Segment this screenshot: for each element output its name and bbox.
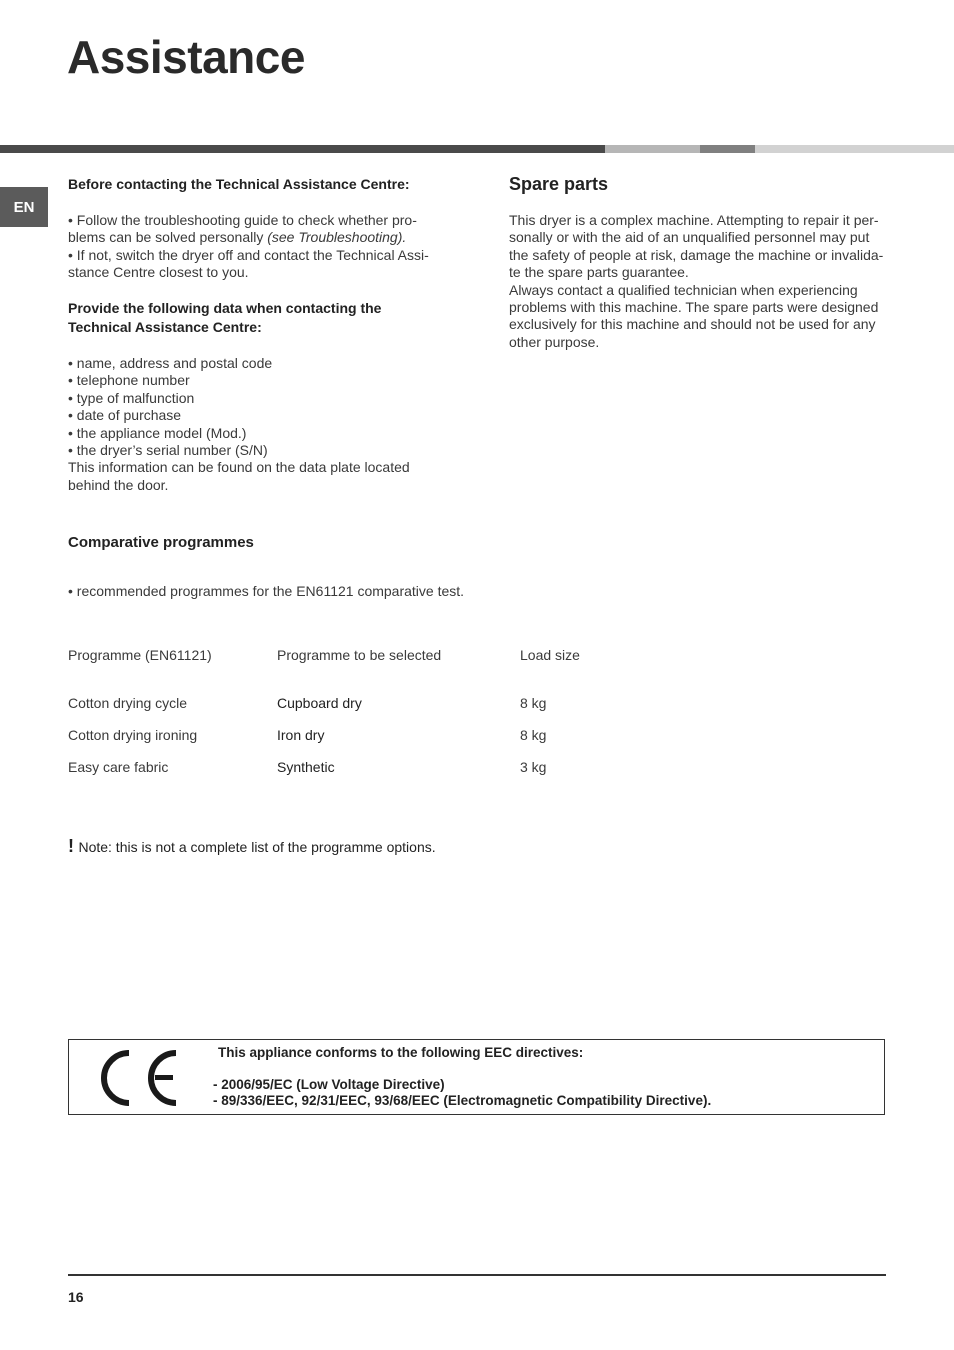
ce-directive-1: - 2006/95/EC (Low Voltage Directive)	[213, 1077, 445, 1092]
comparative-bullet: • recommended programmes for the EN61121 comparative test.	[68, 583, 465, 599]
page-number: 16	[68, 1289, 84, 1305]
spare-line: This dryer is a complex machine. Attempting to repair it per-	[509, 212, 879, 228]
provide-heading-line-2: Technical Assistance Centre:	[68, 319, 262, 335]
list-item: • type of malfunction	[68, 389, 195, 406]
before-contacting-heading: Before contacting the Technical Assistance Centre:	[68, 176, 410, 192]
list-item: • the dryer’s serial number (S/N)	[68, 442, 268, 459]
ce-compliance-box	[68, 1039, 885, 1115]
footer-divider	[68, 1274, 886, 1276]
warning-icon: !	[68, 836, 74, 856]
table-header-load: Load size	[520, 647, 580, 663]
comparative-heading: Comparative programmes	[68, 534, 254, 551]
table-cell-programme: Cotton drying ironing	[68, 727, 198, 743]
ce-directive-2: - 89/336/EEC, 92/31/EEC, 93/68/EEC (Electromagnetic Compatibility Directive).	[213, 1093, 712, 1108]
list-item: • date of purchase	[68, 407, 182, 424]
before-line-1: • Follow the troubleshooting guide to check whether pro-	[68, 212, 417, 228]
ce-heading: This appliance conforms to the following EEC directives:	[218, 1045, 584, 1060]
provide-data-heading	[68, 299, 448, 337]
language-tab: EN	[0, 187, 48, 227]
spare-line: Always contact a qualified technician when experiencing	[509, 281, 858, 298]
before-contacting-text	[68, 212, 448, 282]
see-troubleshooting-ref: (see Troubleshooting).	[267, 229, 407, 246]
ce-directives	[213, 1077, 711, 1109]
provide-footer-line-1: This information can be found on the data plate located	[68, 459, 410, 476]
spare-line: other purpose.	[509, 333, 600, 350]
programme-note	[68, 836, 436, 857]
header-bar-light	[605, 145, 700, 153]
list-item: • name, address and postal code	[68, 355, 273, 371]
spare-parts-text	[509, 212, 889, 351]
list-item: • telephone number	[68, 372, 190, 389]
before-line-2	[68, 229, 448, 246]
spare-line: problems with this machine. The spare parts were designed	[509, 299, 879, 316]
table-header-programme: Programme (EN61121)	[68, 647, 212, 663]
header-bar-mid	[700, 145, 755, 153]
table-cell-programme: Easy care fabric	[68, 759, 169, 775]
before-line-2-text: blems can be solved personally	[68, 229, 268, 246]
header-bar-dark	[0, 145, 605, 153]
table-header-selected: Programme to be selected	[277, 647, 442, 663]
before-line-4: stance Centre closest to you.	[68, 264, 249, 281]
spare-parts-heading: Spare parts	[509, 174, 609, 194]
ce-logo-text	[69, 1040, 70, 1041]
provide-data-list	[68, 355, 448, 494]
table-cell-load: 3 kg	[520, 759, 547, 775]
table-cell-load: 8 kg	[520, 727, 547, 743]
table-cell-selected: Iron dry	[277, 727, 325, 743]
table-cell-selected: Synthetic	[277, 759, 335, 775]
header-bar-pale	[755, 145, 954, 153]
spare-line: the safety of people at risk, damage the machine or invalida-	[509, 246, 884, 263]
provide-heading-line-1: Provide the following data when contacting the	[68, 300, 382, 316]
note-text: Note: this is not a complete list of the programme options.	[78, 839, 436, 855]
table-cell-selected: Cupboard dry	[277, 695, 362, 711]
before-line-3: • If not, switch the dryer off and contact the Technical Assi-	[68, 246, 429, 263]
spare-line: exclusively for this machine and should not be used for any	[509, 316, 876, 333]
ce-mark-icon	[99, 1049, 181, 1107]
provide-footer-line-2: behind the door.	[68, 476, 169, 493]
page-title: Assistance	[67, 31, 305, 83]
spare-line: sonally or with the aid of an unqualified personnel may put	[509, 229, 870, 246]
table-cell-load: 8 kg	[520, 695, 547, 711]
list-item: • the appliance model (Mod.)	[68, 424, 247, 441]
spare-line: te the spare parts guarantee.	[509, 264, 689, 281]
table-cell-programme: Cotton drying cycle	[68, 695, 188, 711]
